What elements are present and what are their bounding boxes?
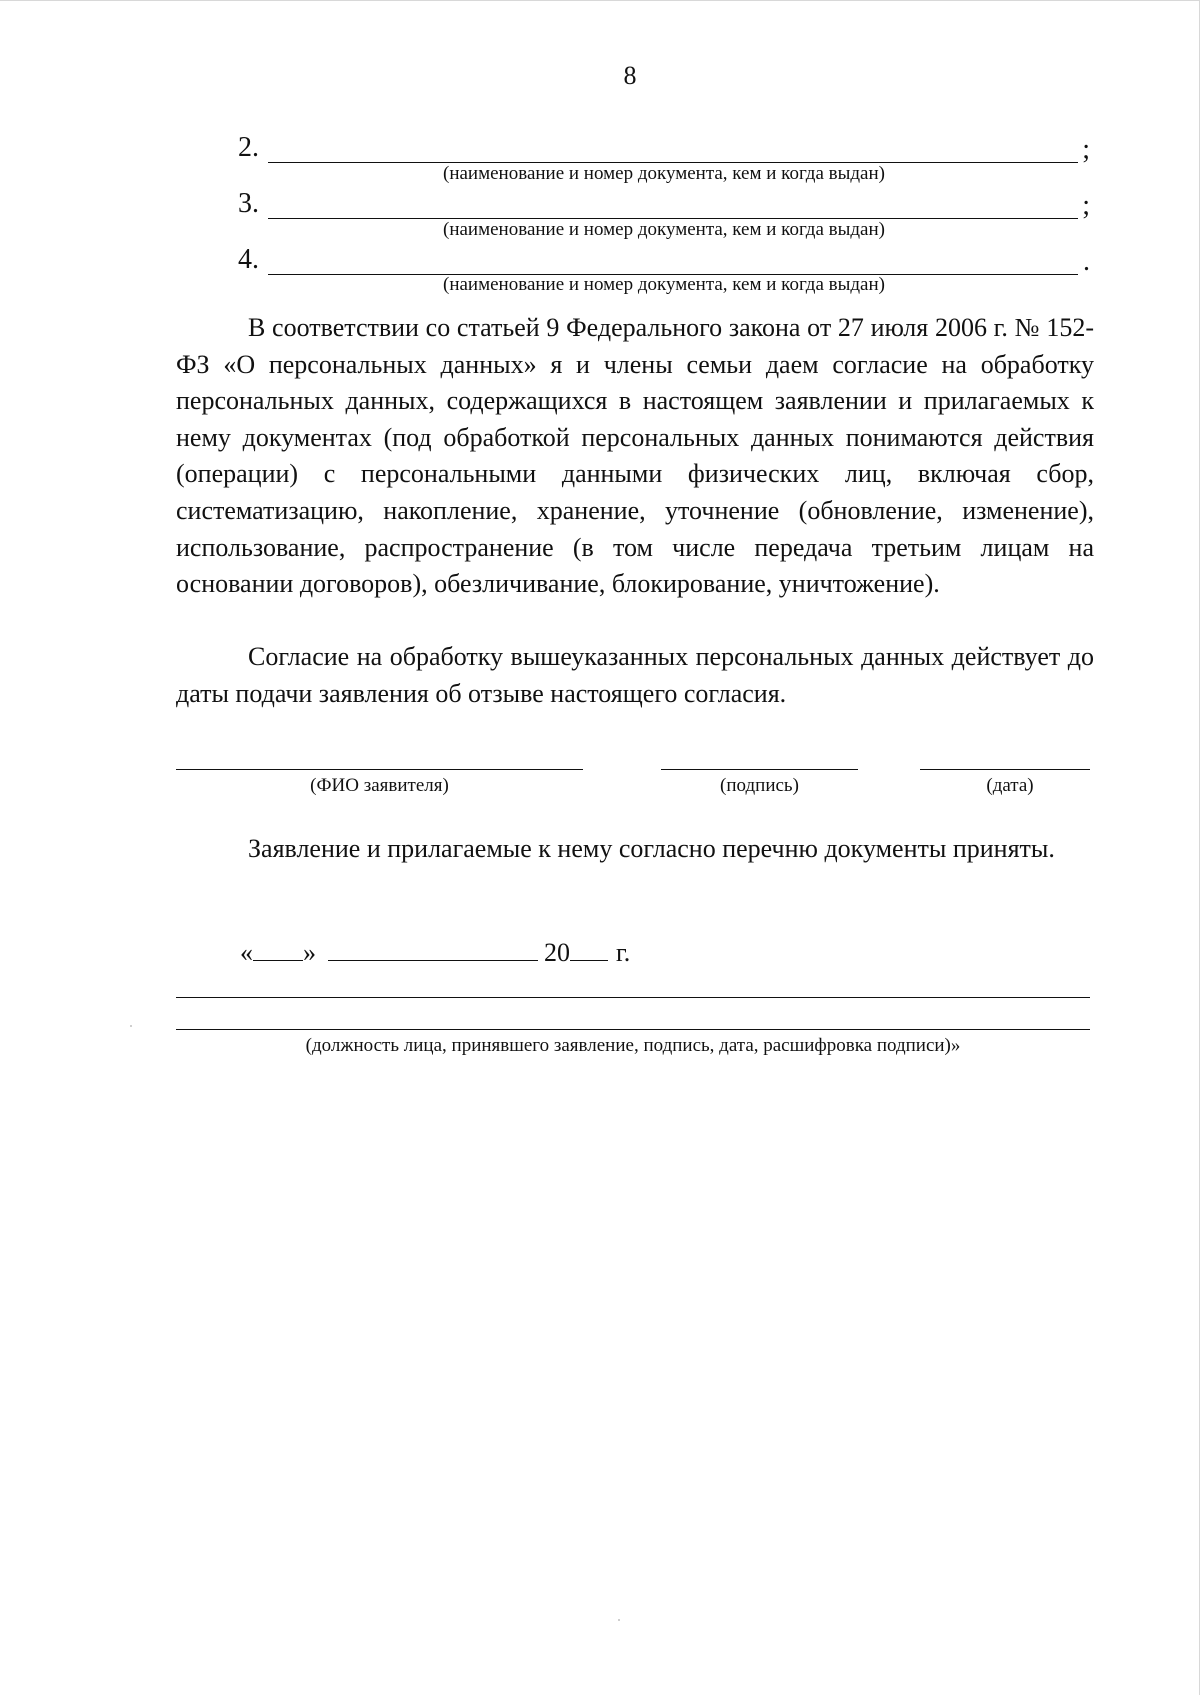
consent-paragraph	[176, 310, 1094, 603]
document-line-4	[238, 237, 1090, 277]
document-line-3	[238, 181, 1090, 221]
accepted-paragraph-text: Заявление и прилагаемые к нему согласно перечню документы приняты.	[248, 834, 1055, 863]
acceptance-date-row	[240, 934, 630, 970]
document-caption: (наименование и номер документа, кем и когда выдан)	[443, 163, 885, 184]
official-caption: (должность лица, принявшего заявление, подпись, дата, расшифровка подписи)»	[305, 1035, 961, 1056]
month-blank	[328, 934, 538, 961]
document-number: 4.	[238, 244, 259, 275]
page-number: 8	[623, 61, 637, 90]
year-blank	[570, 934, 608, 961]
day-blank	[253, 934, 303, 961]
scan-speck	[618, 1619, 620, 1621]
consent-paragraph-text: В соответствии со статьей 9 Федерального закона от 27 июля 2006 г. № 152-ФЗ «О персональных данных» я и члены семьи даем согласие на обработку персональных данных, содержащихся в настоящем заявлении и прилагаемых к нему документах (под обработкой персональных данных понимаются действия (операции) с персональными данными физических лиц, включая сбор, систематизацию, накопление, хранение, уточнение (обновление, изменение), использование, распространение (в том числе передача третьим лицам на основании договоров), обезличивание, блокирование, уничтожение).	[176, 313, 1094, 599]
year-prefix: 20	[544, 938, 570, 967]
open-quote: «	[240, 938, 253, 967]
fio-caption: (ФИО заявителя)	[310, 775, 449, 796]
line-end-mark: ;	[1082, 190, 1090, 221]
official-line-2	[176, 1029, 1090, 1030]
validity-paragraph-text: Согласие на обработку вышеуказанных персональных данных действует до даты подачи заявления об отзыве настоящего согласия.	[176, 642, 1094, 708]
document-caption: (наименование и номер документа, кем и когда выдан)	[443, 274, 885, 295]
date-line	[920, 769, 1090, 770]
date-caption: (дата)	[986, 775, 1034, 796]
line-end-mark: ;	[1082, 134, 1090, 165]
document-number: 2.	[238, 132, 259, 163]
official-line-1	[176, 997, 1090, 998]
signature-caption: (подпись)	[720, 775, 799, 796]
document-caption: (наименование и номер документа, кем и когда выдан)	[443, 219, 885, 240]
line-end-mark: .	[1083, 246, 1090, 277]
validity-paragraph	[176, 639, 1094, 712]
scan-speck	[130, 1025, 132, 1027]
fio-line	[176, 769, 583, 770]
year-suffix: г.	[616, 938, 631, 967]
document-number: 3.	[238, 188, 259, 219]
close-quote: »	[303, 938, 316, 967]
accepted-paragraph	[176, 831, 1094, 868]
document-line-2	[238, 125, 1090, 165]
signature-line	[661, 769, 858, 770]
